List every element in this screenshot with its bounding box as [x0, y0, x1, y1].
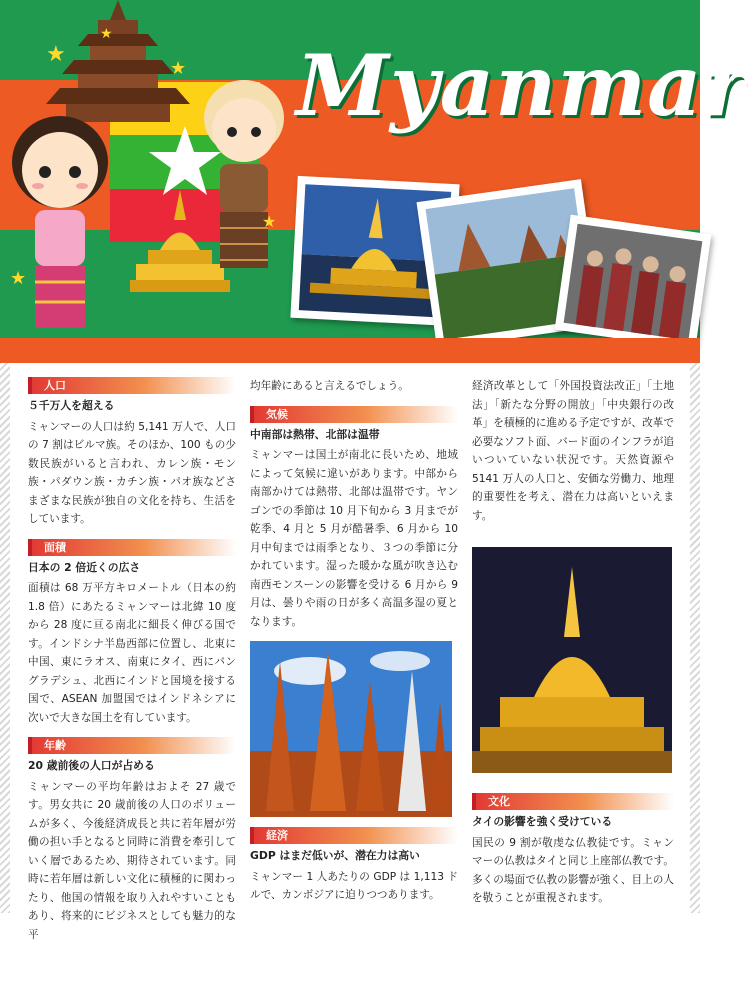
- monks-photo: [555, 215, 712, 350]
- star-icon: ★: [46, 42, 66, 67]
- section-body: ミャンマーの平均年齢はおよそ 27 歳です。男女共に 20 歳前後の人口のボリュームが多く、今後経済成長と共に若年層が労働の担い手となると同時に消費を牽引していく層であるため、期待されています。同時に若年層は新しい文化に積極的に関わったり、他国の情報を取り入れやすいこともあり、将来的にビジネスとしても魅力的な平: [28, 780, 236, 941]
- section-body-continued: 経済改革として「外国投資法改正」「土地法」「新たな分野の開放」「中央銀行の改革」を積極的に進める予定ですが、改革で必要なソフト面、バード面のインフラが追いついていない状況です。天然資源や 5141 万人の人口と、安価な労働力、地理的重要性を考え、潜在力は高いといえます。: [472, 380, 674, 522]
- section-heading: 文化: [472, 793, 674, 810]
- section-age: [28, 737, 236, 944]
- star-icon: ★: [170, 58, 187, 79]
- column-middle: [250, 377, 458, 915]
- header-bottom-stripe: [0, 338, 700, 363]
- section-body: 面積は 68 万平方キロメートル（日本の約 1.8 倍）にあたるミャンマーは北緯 10 度から 28 度に亘る南北に細長く伸びる国です。インドシナ半島西部に位置し、北東に中国、東にラオス、南東にタイ、西にバングラデシュ、北西にインドと国境を接する国で、ASEAN 加盟国ではインドネシアに次いで大きな国土を有しています。: [28, 582, 236, 724]
- section-area: [28, 539, 236, 728]
- content-area: [0, 363, 700, 990]
- section-subheading: GDP はまだ低いが、潜在力は高い: [250, 849, 420, 862]
- star-icon: ★: [100, 26, 113, 42]
- column-right: [472, 377, 674, 918]
- page-title: Myanmar: [296, 36, 748, 135]
- section-climate: [250, 406, 458, 632]
- star-icon: ★: [10, 268, 27, 289]
- shwedagon-night-photo: [472, 547, 672, 773]
- section-heading: 人口: [28, 377, 236, 394]
- section-subheading: ５千万人を超える: [28, 399, 115, 412]
- section-body: ミャンマーの人口は約 5,141 万人で、人口の 7 割はビルマ族。そのほか、100 もの少数民族がいると言われ、カレン族・モン族・パダウン族・カチン族・パオ族などさまざまな民族が独自の文化を持ち、生活をしています。: [28, 420, 236, 525]
- section-population: [28, 377, 236, 529]
- section-subheading: 20 歳前後の人口が占める: [28, 759, 155, 772]
- section-heading: 面積: [28, 539, 236, 556]
- inle-temples-photo: [250, 641, 452, 817]
- star-icon: ★: [262, 212, 277, 231]
- header-banner: [0, 0, 748, 363]
- boy-character-illustration: [196, 78, 292, 278]
- section-heading: 年齢: [28, 737, 236, 754]
- section-body-continued: 均年齢にあると言えるでしょう。: [250, 380, 409, 392]
- section-subheading: 中南部は熱帯、北部は温帯: [250, 427, 380, 441]
- section-subheading: 日本の 2 倍近くの広さ: [28, 560, 141, 574]
- section-subheading: タイの影響を強く受けている: [472, 815, 613, 828]
- column-left: [28, 377, 236, 954]
- section-body: ミャンマー 1 人あたりの GDP は 1,113 ドルで、カンボジアに迫りつつあります。: [250, 870, 458, 901]
- girl-character-illustration: [0, 110, 120, 335]
- section-economy: [250, 827, 458, 905]
- section-body: 国民の 9 割が敬虔な仏教徒です。ミャンマーの仏教はタイと同じ上座部仏教です。多くの場面で仏教の影響が強く、目上の人を敬うことが重視されます。: [472, 836, 674, 904]
- section-heading: 経済: [250, 827, 458, 844]
- section-body: ミャンマーは国土が南北に長いため、地域によって気候に違いがあります。中部から南部かけては熱帯、北部は温帯です。ヤンゴンでの季節は 10 月下旬から 3 月までが乾季、4 月と 5 月が酷暑季、6 月から 10 月中旬までは雨季となり、３つの季節に分かれています。湿った暖かな風が吹き込む南西モンスーンの影響を受ける 6 月から 9 月は、曇りや雨の日が多く高温多湿の夏となります。: [250, 449, 458, 628]
- section-heading: 気候: [250, 406, 458, 423]
- section-culture: [472, 793, 674, 908]
